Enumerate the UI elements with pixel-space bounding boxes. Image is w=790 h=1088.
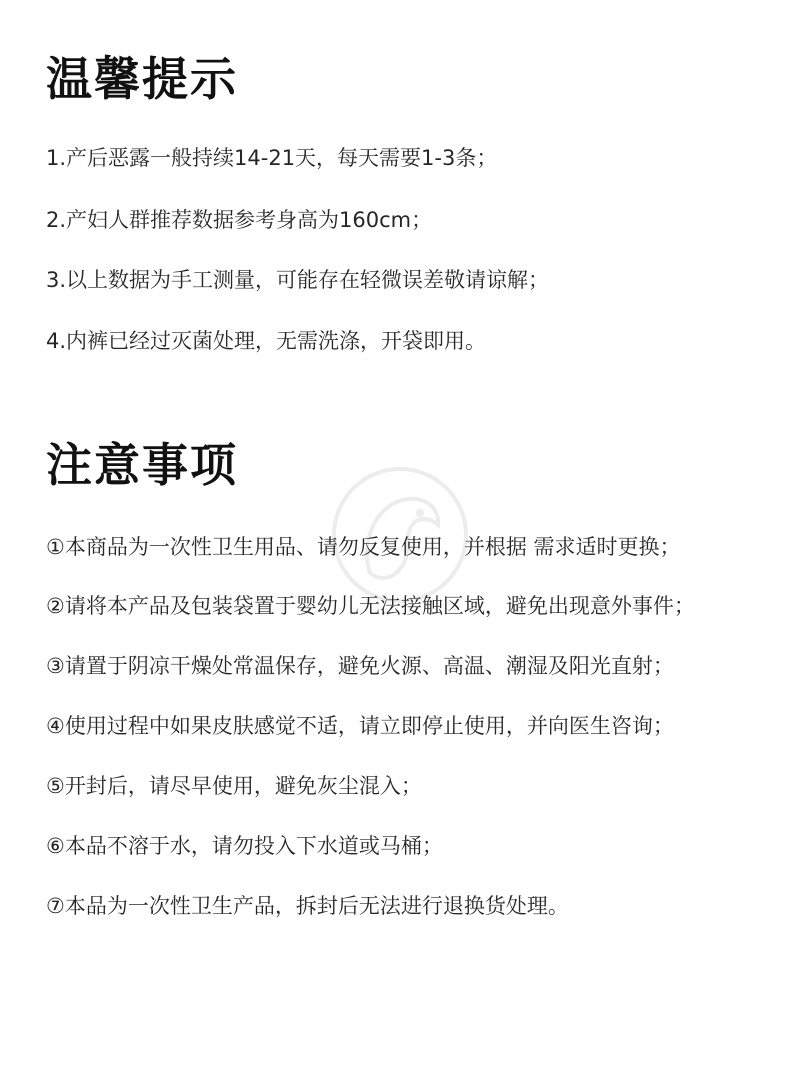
notice-item-4: ④使用过程中如果皮肤感觉不适，请立即停止使用，并向医生咨询； [46,714,674,738]
notice-item-7: ⑦本品为一次性卫生产品，拆封后无法进行退换货处理。 [46,894,569,918]
notice-item-2: ②请将本产品及包装袋置于婴幼儿无法接触区域，避免出现意外事件； [46,594,695,618]
notice-item-5: ⑤开封后，请尽早使用，避免灰尘混入； [46,774,422,798]
notice-item-6: ⑥本品不溶于水，请勿投入下水道或马桶； [46,834,443,858]
tip-item-2: 2.产妇人群推荐数据参考身高为160cm； [46,208,433,232]
tip-item-1: 1.产后恶露一般持续14-21天，每天需要1-3条； [46,146,498,170]
tip-item-3: 3.以上数据为手工测量，可能存在轻微误差敬请谅解； [46,268,550,292]
notice-item-1: ①本商品为一次性卫生用品、请勿反复使用，并根据 需求适时更换； [46,535,681,559]
notice-item-3: ③请置于阴凉干燥处常温保存，避免火源、高温、潮湿及阳光直射； [46,654,674,678]
tips-title: 温馨提示 [46,52,238,106]
tip-item-4: 4.内裤已经过灭菌处理，无需洗涤，开袋即用。 [46,329,487,353]
notices-title: 注意事项 [46,438,238,492]
